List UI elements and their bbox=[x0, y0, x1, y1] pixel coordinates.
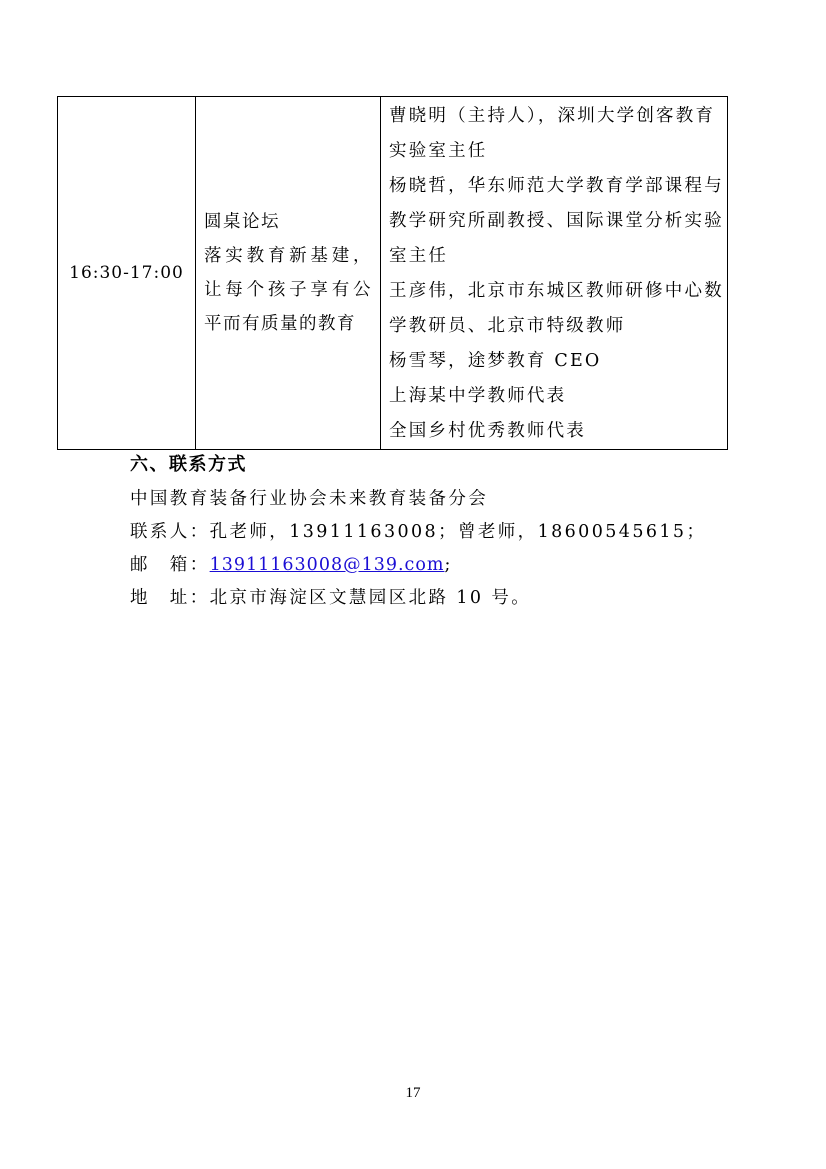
schedule-table bbox=[57, 96, 728, 450]
email-link[interactable]: 13911163008@139.com bbox=[209, 555, 445, 575]
page-number: 17 bbox=[405, 1085, 421, 1101]
speaker-item: 曹晓明（主持人），深圳大学创客教育实验室主任 bbox=[389, 106, 716, 161]
speaker-item: 上海某中学教师代表 bbox=[389, 386, 567, 406]
contact-section bbox=[130, 453, 750, 615]
topic-cell bbox=[196, 97, 381, 450]
topic-body: 落实教育新基建，让每个孩子享有公平而有质量的教育 bbox=[204, 246, 372, 334]
contact-person-label: 联系人： bbox=[130, 522, 210, 542]
email-label: 邮 箱： bbox=[130, 555, 210, 575]
speaker-item: 杨雪琴，途梦教育 CEO bbox=[389, 351, 602, 371]
contact-person-line bbox=[130, 516, 750, 549]
speaker-item: 杨晓哲，华东师范大学教育学部课程与教学研究所副教授、国际课堂分析实验室主任 bbox=[389, 176, 724, 266]
address-value: 北京市海淀区文慧园区北路 10 号。 bbox=[209, 588, 532, 608]
speaker-item: 王彦伟，北京市东城区教师研修中心数学教研员、北京市特级教师 bbox=[389, 281, 724, 336]
time-cell: 16:30-17:00 bbox=[58, 97, 196, 450]
table-row bbox=[58, 97, 728, 450]
organization-line: 中国教育装备行业协会未来教育装备分会 bbox=[130, 489, 489, 509]
speakers-cell bbox=[381, 97, 728, 450]
speaker-item: 全国乡村优秀教师代表 bbox=[389, 421, 586, 441]
email-suffix: ; bbox=[444, 555, 453, 575]
address-label: 地 址： bbox=[130, 588, 210, 608]
section-heading: 六、联系方式 bbox=[130, 454, 247, 475]
topic-title: 圆桌论坛 bbox=[204, 212, 280, 232]
email-line bbox=[130, 549, 750, 582]
contact-person-value: 孔老师，13911163008；曾老师，18600545615； bbox=[209, 522, 707, 542]
address-line bbox=[130, 582, 750, 615]
